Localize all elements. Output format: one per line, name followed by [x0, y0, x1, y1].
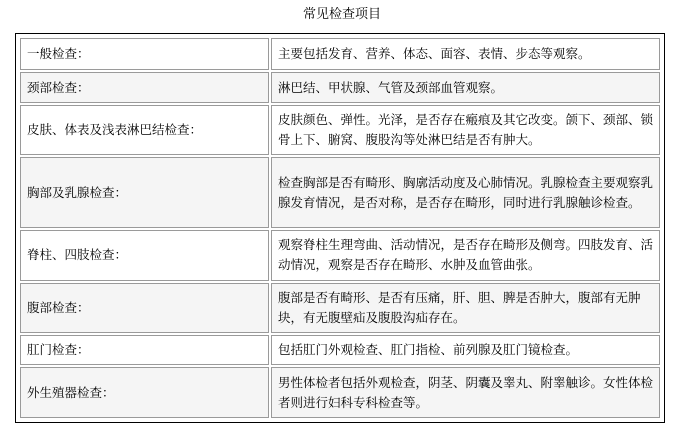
check-item-name: 一般检查： — [20, 38, 269, 70]
table-row — [20, 105, 660, 156]
table-row — [20, 38, 660, 70]
table-row — [20, 367, 660, 418]
check-item-description: 腹部是否有畸形、是否有压痛，肝、胆、脾是否肿大，腹部有无肿块，有无腹壁疝及腹股沟疝存在。 — [271, 283, 660, 334]
table-row — [20, 283, 660, 334]
check-item-description: 男性体检者包括外观检查，阴茎、阴囊及睾丸、附睾触诊。女性体检者则进行妇科专科检查等。 — [271, 367, 660, 418]
check-item-name: 胸部及乳腺检查： — [20, 157, 269, 228]
check-item-name: 外生殖器检查： — [20, 367, 269, 418]
checks-table-frame — [15, 33, 665, 423]
table-row — [20, 335, 660, 365]
table-row — [20, 72, 660, 102]
check-item-name: 肛门检查： — [20, 335, 269, 365]
check-item-name: 皮肤、体表及浅表淋巴结检查： — [20, 105, 269, 156]
check-item-description: 包括肛门外观检查、肛门指检、前列腺及肛门镜检查。 — [271, 335, 660, 365]
table-row — [20, 230, 660, 281]
table-row — [20, 157, 660, 228]
check-item-name: 腹部检查： — [20, 283, 269, 334]
checks-table — [18, 36, 662, 420]
check-item-name: 脊柱、四肢检查： — [20, 230, 269, 281]
check-item-description: 淋巴结、甲状腺、气管及颈部血管观察。 — [271, 72, 660, 102]
check-item-name: 颈部检查： — [20, 72, 269, 102]
check-item-description: 主要包括发育、营养、体态、面容、表情、步态等观察。 — [271, 38, 660, 70]
check-item-description: 检查胸部是否有畸形、胸廓活动度及心肺情况。乳腺检查主要观察乳腺发育情况，是否对称，是否存在畸形，同时进行乳腺触诊检查。 — [271, 157, 660, 228]
check-item-description: 观察脊柱生理弯曲、活动情况，是否存在畸形及侧弯。四肢发育、活动情况，观察是否存在畸形、水肿及血管曲张。 — [271, 230, 660, 281]
check-item-description: 皮肤颜色、弹性。光泽，是否存在瘢痕及其它改变。颌下、颈部、锁骨上下、腑窝、腹股沟等处淋巴结是否有肿大。 — [271, 105, 660, 156]
page-title: 常见检查项目 — [302, 7, 381, 22]
